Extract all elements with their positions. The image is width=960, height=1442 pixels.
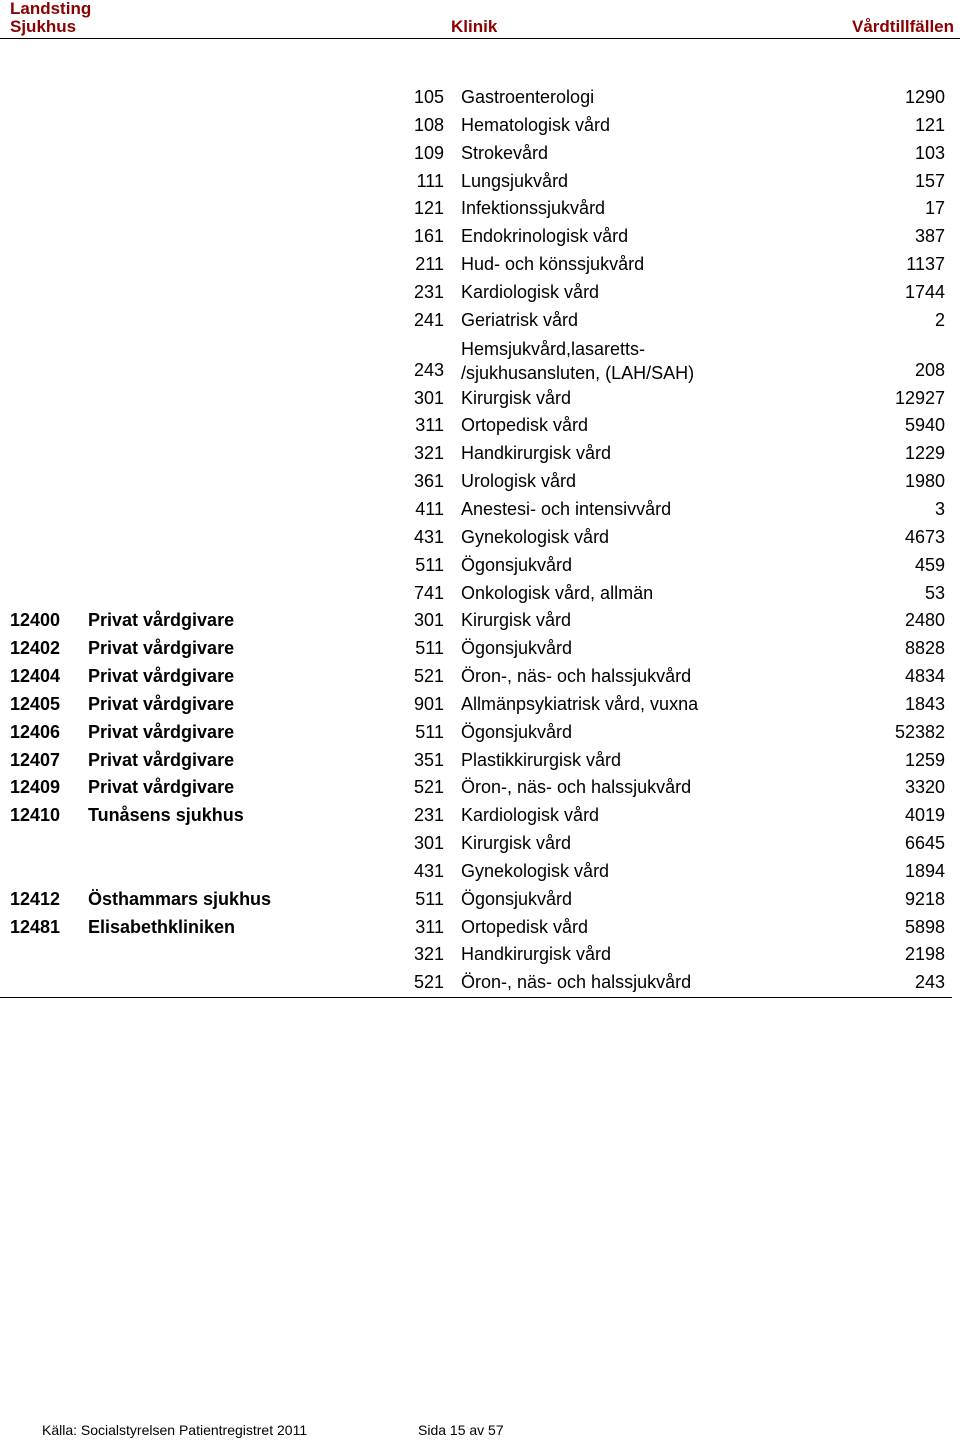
row-klinik-code: 311: [415, 916, 444, 937]
row-vardtillfallen: 12927: [894, 387, 945, 408]
row-vardtillfallen: 208: [914, 359, 945, 380]
table-row: [0, 440, 952, 468]
row-sjukhus: Privat vårdgivare: [88, 666, 235, 687]
row-klinik-name: Allmänpsykiatrisk vård, vuxna: [461, 693, 699, 714]
row-klinik-name: Ögonsjukvård: [461, 721, 573, 742]
row-id: 12406: [10, 721, 61, 742]
row-vardtillfallen: 157: [914, 170, 945, 191]
row-klinik-name: Urologisk vård: [461, 471, 577, 492]
row-klinik-code: 411: [415, 498, 444, 519]
row-klinik-name: Endokrinologisk vård: [461, 226, 629, 247]
data-table: [0, 84, 952, 997]
row-klinik-code: 108: [413, 114, 444, 135]
table-row: [0, 84, 952, 112]
row-klinik-name: Onkologisk vård, allmän: [461, 582, 654, 603]
row-id: 12405: [10, 693, 61, 714]
row-klinik-code: 105: [413, 87, 444, 107]
row-klinik-code: 321: [413, 443, 444, 464]
row-sjukhus: Elisabethkliniken: [88, 916, 236, 937]
row-klinik-name: Kirurgisk vård: [461, 833, 572, 854]
table-row: [0, 858, 952, 886]
header-vardtillfallen: Vårdtillfällen: [852, 17, 955, 36]
table-row: [0, 251, 952, 279]
footer-page-number: Sida 15 av 57: [418, 1422, 504, 1438]
row-klinik-code: 231: [413, 281, 444, 302]
table-row: [0, 663, 952, 691]
row-klinik-name: Hematologisk vård: [461, 114, 611, 135]
row-klinik-code: 311: [415, 415, 444, 436]
row-vardtillfallen: 17: [924, 198, 945, 219]
table-row: [0, 307, 952, 335]
row-id: 12400: [10, 610, 61, 631]
table-row: [0, 496, 952, 524]
page-header: [0, 0, 960, 39]
row-klinik-code: 211: [415, 254, 444, 275]
row-klinik-code: 521: [413, 777, 444, 798]
row-klinik-code: 321: [413, 944, 444, 965]
table-row: [0, 830, 952, 858]
row-klinik-name: Gynekologisk vård: [461, 526, 610, 547]
row-vardtillfallen: 387: [914, 226, 945, 247]
row-sjukhus: Privat vårdgivare: [88, 777, 235, 798]
row-klinik-code: 511: [415, 554, 444, 575]
row-vardtillfallen: 1980: [904, 471, 945, 492]
table-bottom-rule: [0, 997, 952, 998]
table-row: [0, 552, 952, 580]
row-klinik-code: 231: [413, 805, 444, 826]
row-klinik-code: 109: [413, 142, 444, 163]
row-klinik-code: 301: [413, 833, 444, 854]
row-klinik-name: Ögonsjukvård: [461, 554, 573, 575]
row-sjukhus: Tunåsens sjukhus: [88, 805, 244, 826]
row-klinik-name: Ögonsjukvård: [461, 888, 573, 909]
header-landsting: Landsting: [10, 0, 92, 18]
row-vardtillfallen: 5940: [904, 415, 945, 436]
table-row: [0, 195, 952, 223]
table-row: [0, 886, 952, 914]
row-klinik-name: Kirurgisk vård: [461, 387, 572, 408]
row-klinik-code: 361: [413, 471, 444, 492]
table-row: [0, 335, 952, 385]
row-klinik-name: Öron-, näs- och halssjukvård: [461, 972, 692, 993]
header-sjukhus: Sjukhus: [10, 17, 77, 36]
row-vardtillfallen: 121: [914, 114, 945, 135]
row-vardtillfallen: 1843: [904, 693, 945, 714]
row-klinik-code: 901: [413, 693, 444, 714]
row-klinik-name: Öron-, näs- och halssjukvård: [461, 666, 692, 687]
row-vardtillfallen: 243: [914, 972, 945, 993]
row-vardtillfallen: 1290: [904, 87, 945, 107]
row-klinik-name: Hud- och könssjukvård: [461, 254, 645, 275]
row-klinik-name: Kardiologisk vård: [461, 281, 600, 302]
page-footer: [42, 1422, 504, 1438]
row-id: 12407: [10, 749, 61, 770]
row-klinik-code: 111: [416, 170, 444, 191]
row-klinik-name: Ortopedisk vård: [461, 415, 589, 436]
row-klinik-name: Kardiologisk vård: [461, 805, 600, 826]
row-klinik-code: 243: [413, 359, 444, 380]
table-row: [0, 774, 952, 802]
row-vardtillfallen: 53: [924, 582, 945, 603]
row-klinik-name: Ortopedisk vård: [461, 916, 589, 937]
row-vardtillfallen: 3320: [904, 777, 945, 798]
row-sjukhus: Privat vårdgivare: [88, 638, 235, 659]
row-klinik-name: [461, 337, 694, 385]
row-id: 12410: [10, 805, 61, 826]
table-row: [0, 468, 952, 496]
table-row: [0, 802, 952, 830]
row-klinik-name: Gastroenterologi: [461, 87, 595, 107]
row-vardtillfallen: 4019: [904, 805, 945, 826]
table-row: [0, 385, 952, 413]
row-vardtillfallen: 4673: [904, 526, 945, 547]
row-vardtillfallen: 6645: [904, 833, 945, 854]
row-klinik-name: Strokevård: [461, 142, 549, 163]
row-klinik-name: Kirurgisk vård: [461, 610, 572, 631]
row-klinik-code: 521: [413, 972, 444, 993]
table-row: [0, 747, 952, 775]
row-vardtillfallen: 3: [934, 498, 945, 519]
table-row: [0, 412, 952, 440]
row-klinik-code: 511: [415, 638, 444, 659]
table-row: [0, 969, 952, 997]
row-vardtillfallen: 8828: [904, 638, 945, 659]
table-row: [0, 719, 952, 747]
table-row: [0, 914, 952, 942]
table-row: [0, 168, 952, 196]
row-klinik-name: Anestesi- och intensivvård: [461, 498, 672, 519]
row-vardtillfallen: 2198: [904, 944, 945, 965]
row-klinik-code: 511: [415, 888, 444, 909]
row-klinik-name: Lungsjukvård: [461, 170, 569, 191]
table-row: [0, 691, 952, 719]
row-id: 12402: [10, 638, 61, 659]
row-vardtillfallen: 103: [914, 142, 945, 163]
row-klinik-name: Plastikkirurgisk vård: [461, 749, 622, 770]
table-row: [0, 635, 952, 663]
row-vardtillfallen: 1229: [904, 443, 945, 464]
row-klinik-code: 241: [413, 309, 444, 330]
row-sjukhus: Privat vårdgivare: [88, 610, 235, 631]
row-sjukhus: Östhammars sjukhus: [88, 888, 272, 909]
row-klinik-code: 431: [413, 526, 444, 547]
row-klinik-code: 511: [415, 721, 444, 742]
row-vardtillfallen: 1744: [904, 281, 945, 302]
row-klinik-code: 301: [413, 387, 444, 408]
table-row: [0, 524, 952, 552]
row-klinik-code: 741: [413, 582, 444, 603]
row-vardtillfallen: 9218: [904, 888, 945, 909]
table-row: [0, 607, 952, 635]
footer-source: Källa: Socialstyrelsen Patientregistret 2011: [42, 1422, 308, 1438]
header-klinik: Klinik: [451, 17, 498, 36]
row-klinik-name: Handkirurgisk vård: [461, 944, 612, 965]
table-row: [0, 223, 952, 251]
table-row: [0, 279, 952, 307]
table-row: [0, 112, 952, 140]
row-klinik-name-line2: /sjukhusansluten, (LAH/SAH): [461, 362, 695, 383]
row-klinik-code: 301: [413, 610, 444, 631]
row-vardtillfallen: 459: [914, 554, 945, 575]
row-sjukhus: Privat vårdgivare: [88, 693, 235, 714]
row-id: 12412: [10, 888, 61, 909]
row-klinik-code: 121: [413, 198, 444, 219]
row-vardtillfallen: 2: [934, 309, 945, 330]
row-klinik-name: Geriatrisk vård: [461, 309, 579, 330]
table-row: [0, 580, 952, 608]
row-klinik-code: 431: [413, 860, 444, 881]
row-vardtillfallen: 2480: [904, 610, 945, 631]
row-klinik-name: Infektionssjukvård: [461, 198, 606, 219]
row-klinik-code: 351: [413, 749, 444, 770]
row-vardtillfallen: 52382: [894, 721, 945, 742]
row-klinik-name: Öron-, näs- och halssjukvård: [461, 777, 692, 798]
row-klinik-name: Handkirurgisk vård: [461, 443, 612, 464]
row-vardtillfallen: 5898: [904, 916, 945, 937]
table-row: [0, 140, 952, 168]
row-vardtillfallen: 1137: [906, 254, 945, 275]
row-sjukhus: Privat vårdgivare: [88, 721, 235, 742]
row-klinik-name-line1: Hemsjukvård,lasaretts-: [461, 338, 646, 359]
row-klinik-name: Ögonsjukvård: [461, 638, 573, 659]
row-vardtillfallen: 1894: [904, 860, 945, 881]
row-sjukhus: Privat vårdgivare: [88, 749, 235, 770]
row-klinik-code: 161: [413, 226, 444, 247]
row-klinik-name: Gynekologisk vård: [461, 860, 610, 881]
row-vardtillfallen: 1259: [904, 749, 945, 770]
row-vardtillfallen: 4834: [904, 666, 945, 687]
row-id: 12481: [10, 916, 61, 937]
row-klinik-code: 521: [413, 666, 444, 687]
row-id: 12404: [10, 666, 61, 687]
row-id: 12409: [10, 777, 61, 798]
table-row: [0, 941, 952, 969]
